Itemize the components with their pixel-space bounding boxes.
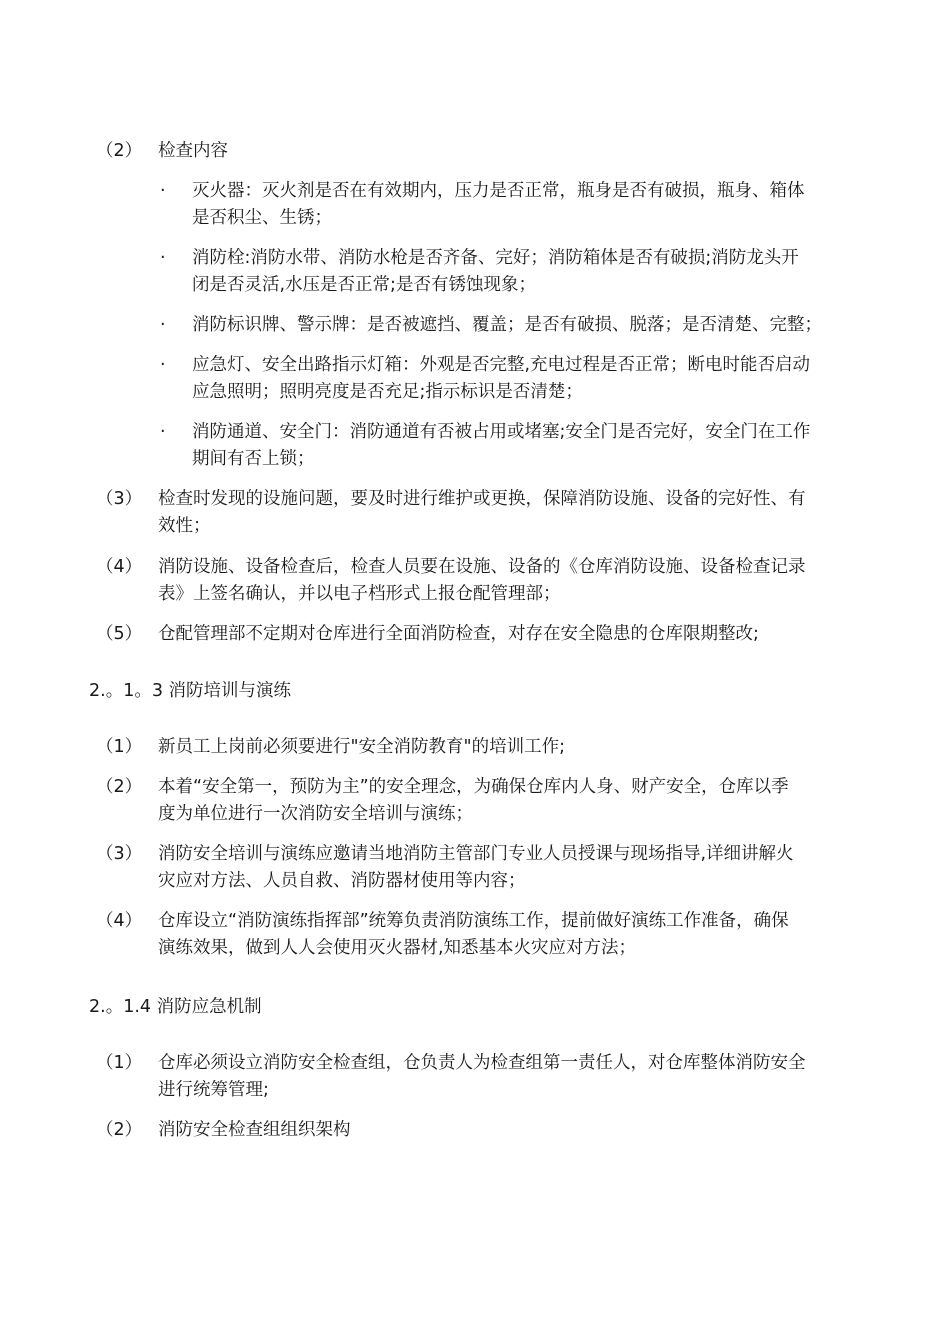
bullet-mark: · — [160, 422, 166, 442]
bullet-text-line: 期间有否上锁； — [192, 449, 315, 469]
item-text-line: 消防安全检查组组织架构 — [158, 1120, 351, 1140]
bullet-mark: · — [160, 315, 166, 335]
bullet-text-line: 应急照明；照明亮度是否充足;指示标识是否清楚； — [192, 382, 583, 402]
bullet-mark: · — [160, 181, 166, 201]
item-text-line: 仓配管理部不定期对仓库进行全面消防检查，对存在安全隐患的仓库限期整改; — [158, 624, 759, 644]
item-number: （3） — [96, 844, 143, 864]
item-text-line: 仓库设立“消防演练指挥部”统筹负责消防演练工作，提前做好演练工作准备，确保 — [158, 911, 789, 931]
item-text-line: 度为单位进行一次消防安全培训与演练； — [158, 804, 473, 824]
item-text-line: 灾应对方法、人员自救、消防器材使用等内容； — [158, 871, 526, 891]
bullet-text-line: 消防通道、安全门：消防通道有否被占用或堵塞;安全门是否完好，安全门在工作 — [192, 422, 811, 442]
bullet-text-line: 灭火器：灭火剂是否在有效期内，压力是否正常，瓶身是否有破损，瓶身、箱体 — [192, 181, 805, 201]
item-number: （4） — [96, 911, 143, 931]
item-number: （2） — [96, 1120, 143, 1140]
item-number: （2） — [96, 777, 143, 797]
bullet-mark: · — [160, 355, 166, 375]
item-title: 检查内容 — [158, 141, 228, 161]
bullet-text-line: 是否积尘、生锈； — [192, 208, 332, 228]
item-number: （1） — [96, 1053, 143, 1073]
item-text-line: 检查时发现的设施问题，要及时进行维护或更换，保障消防设施、设备的完好性、有 — [158, 489, 806, 509]
item-number: （5） — [96, 624, 143, 644]
section-heading-emergency: 2.。1.4 消防应急机制 — [89, 997, 262, 1017]
item-text-line: 进行统筹管理; — [158, 1080, 269, 1100]
item-number: （1） — [96, 737, 143, 757]
item-number: （2） — [96, 141, 143, 161]
bullet-text-line: 应急灯、安全出路指示灯箱：外观是否完整,充电过程是否正常；断电时能否启动 — [192, 355, 811, 375]
item-text-line: 效性； — [158, 516, 211, 536]
bullet-text-line: 消防标识牌、警示牌：是否被遮挡、覆盖；是否有破损、脱落；是否清楚、完整； — [192, 315, 822, 335]
item-text-line: 消防设施、设备检查后，检查人员要在设施、设备的《仓库消防设施、设备检查记录 — [158, 557, 806, 577]
item-number: （4） — [96, 557, 143, 577]
item-text-line: 仓库必须设立消防安全检查组，仓负责人为检查组第一责任人，对仓库整体消防安全 — [158, 1053, 806, 1073]
bullet-text-line: 消防栓:消防水带、消防水枪是否齐备、完好；消防箱体是否有破损;消防龙头开 — [192, 248, 799, 268]
section-heading-training: 2.。1。3 消防培训与演练 — [89, 681, 292, 701]
item-text-line: 本着“安全第一，预防为主”的安全理念，为确保仓库内人身、财产安全，仓库以季 — [158, 777, 789, 797]
bullet-mark: · — [160, 248, 166, 268]
item-number: （3） — [96, 489, 143, 509]
bullet-text-line: 闭是否灵活,水压是否正常;是否有锈蚀现象； — [192, 275, 536, 295]
item-text-line: 演练效果，做到人人会使用灭火器材,知悉基本火灾应对方法； — [158, 938, 637, 958]
item-text-line: 新员工上岗前必须要进行"安全消防教育"的培训工作; — [158, 737, 565, 757]
item-text-line: 消防安全培训与演练应邀请当地消防主管部门专业人员授课与现场指导,详细讲解火 — [158, 844, 794, 864]
item-text-line: 表》上签名确认，并以电子档形式上报仓配管理部； — [158, 584, 561, 604]
